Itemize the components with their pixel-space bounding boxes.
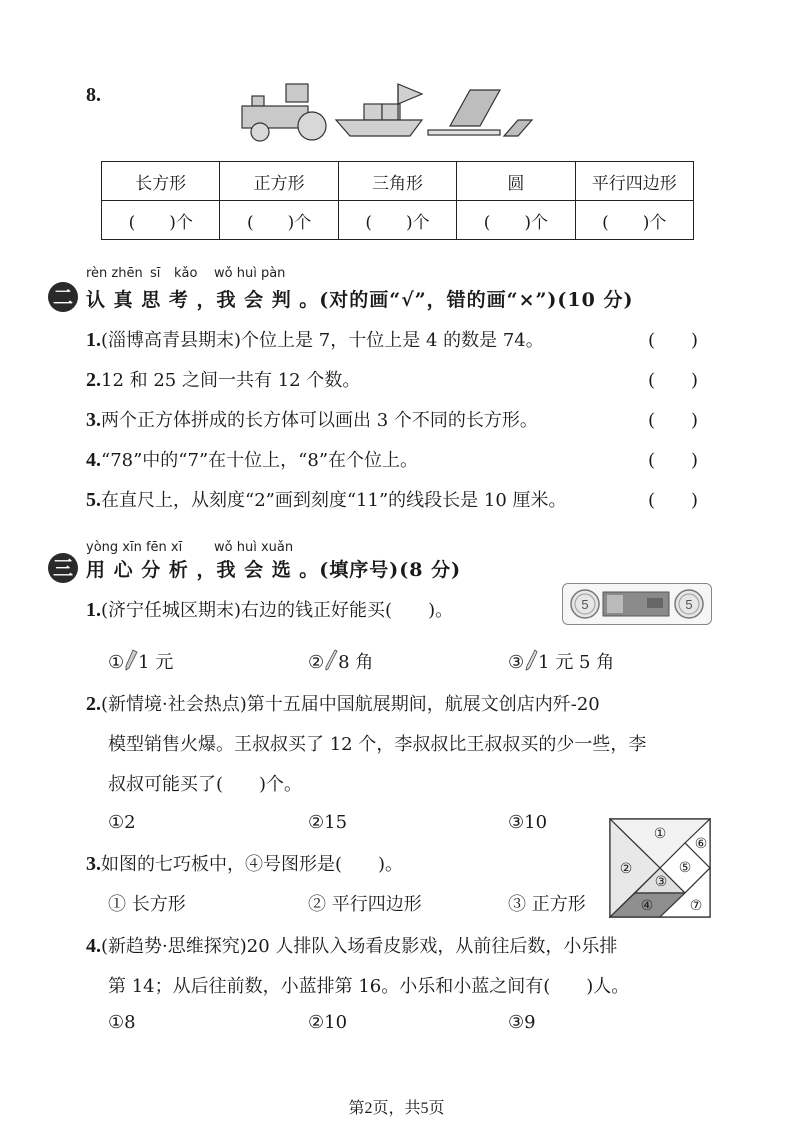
section2-title: 认 真 思 考 ，我 会 判 。(对的画“√”，错的画“×”)(10 分)	[86, 289, 634, 311]
tangram-diagram	[609, 818, 711, 918]
pen-icon	[524, 649, 538, 671]
s3-q1	[86, 596, 453, 622]
s2-answer-paren-2[interactable]: ( )	[648, 370, 699, 391]
item-text: 两个正方体拼成的长方体可以画出 3 个不同的长方形。	[101, 410, 538, 431]
pencil-icon	[124, 649, 138, 671]
answer-cell-rectangle[interactable]: ( )个	[102, 201, 220, 240]
item-text: (新趋势·思维探究)20 人排队入场看皮影戏，从前往后数，小乐排	[101, 936, 618, 957]
s3-q1-option-3[interactable]	[508, 648, 614, 674]
page-footer: 第2页，共5页	[348, 1100, 445, 1117]
s2-item-5	[86, 486, 567, 512]
option-text: 8 角	[338, 652, 374, 673]
item-text: (济宁任城区期末)右边的钱正好能买( )。	[101, 600, 454, 621]
section2-pinyin-3: kǎo	[174, 266, 198, 281]
answer-cell-circle[interactable]: ( )个	[457, 201, 575, 240]
item-number: 1.	[86, 599, 101, 621]
option-text: 1 元	[138, 652, 174, 673]
item-text: 如图的七巧板中，④号图形是( )。	[101, 854, 404, 875]
section3-title: 用 心 分 析 ，我 会 选 。(填序号)(8 分)	[86, 559, 462, 581]
item-text: (新情境·社会热点)第十五届中国航展期间，航展文创店内歼-20	[101, 694, 600, 715]
coin-value-right: 5	[685, 597, 693, 612]
tangram-label-6: ⑥	[694, 836, 708, 852]
s2-answer-paren-1[interactable]: ( )	[648, 330, 699, 351]
s3-q1-option-2[interactable]	[308, 648, 373, 674]
s3-q4-line-2: 第 14；从后往前数，小蓝排第 16。小乐和小蓝之间有( )人。	[108, 976, 630, 997]
header-circle: 圆	[457, 162, 575, 201]
s3-q2-line-3: 叔叔可能买了( )个。	[108, 774, 303, 795]
s3-q2-option-1[interactable]: ①2	[108, 812, 136, 833]
item-number: 2.	[86, 693, 101, 715]
item-number: 5.	[86, 489, 101, 511]
item-number: 2.	[86, 369, 101, 391]
section2-pinyin-4: wǒ huì pàn	[214, 266, 286, 281]
s3-q2-option-2[interactable]: ②15	[308, 812, 348, 833]
option-marker: ③	[508, 652, 525, 673]
shape-figures-illustration	[238, 82, 538, 142]
parallelogram-figures	[428, 90, 532, 136]
train-figure	[242, 84, 326, 141]
header-square: 正方形	[220, 162, 338, 201]
boat-figure	[336, 84, 422, 136]
s2-answer-paren-5[interactable]: ( )	[648, 490, 699, 511]
section3-pinyin-2: wǒ huì xuǎn	[214, 540, 294, 555]
s2-item-4	[86, 446, 418, 472]
s3-q3	[86, 850, 403, 876]
section3-pinyin-1: yòng xīn fēn xī	[86, 540, 183, 555]
s3-q4-option-3[interactable]: ③9	[508, 1012, 536, 1033]
tangram-label-7: ⑦	[689, 898, 703, 914]
option-text: 1 元 5 角	[538, 652, 615, 673]
option-marker: ②	[308, 652, 325, 673]
s2-answer-paren-3[interactable]: ( )	[648, 410, 699, 431]
money-illustration	[562, 583, 712, 625]
s3-q3-option-3[interactable]: ③ 正方形	[508, 894, 586, 915]
answer-cell-parallelogram[interactable]: ( )个	[575, 201, 693, 240]
pencil-icon	[324, 649, 338, 671]
s3-q2-option-3[interactable]: ③10	[508, 812, 548, 833]
s3-q1-option-1[interactable]	[108, 648, 173, 674]
tangram-label-2: ②	[619, 861, 633, 877]
option-marker: ①	[108, 652, 125, 673]
coin-value-left: 5	[581, 597, 589, 612]
item-number: 3.	[86, 409, 101, 431]
header-rectangle: 长方形	[102, 162, 220, 201]
item-text: “78”中的“7”在十位上，“8”在个位上。	[101, 450, 419, 471]
s2-item-1	[86, 326, 544, 352]
tangram-label-4: ④	[640, 898, 654, 914]
item-text: (淄博高青县期末)个位上是 7，十位上是 4 的数是 74。	[101, 330, 544, 351]
answer-cell-square[interactable]: ( )个	[220, 201, 338, 240]
section3-badge: 三	[48, 553, 78, 583]
s3-q4-option-1[interactable]: ①8	[108, 1012, 136, 1033]
shape-count-table	[101, 161, 694, 240]
s3-q4-option-2[interactable]: ②10	[308, 1012, 348, 1033]
tangram-label-5: ⑤	[678, 860, 692, 876]
s2-item-2	[86, 366, 360, 392]
banknote-icon	[603, 592, 669, 616]
header-triangle: 三角形	[338, 162, 456, 201]
item-number: 1.	[86, 329, 101, 351]
section2-pinyin-2: sī	[150, 266, 161, 281]
s3-q2-line-2: 模型销售火爆。王叔叔买了 12 个，李叔叔比王叔叔买的少一些，李	[108, 734, 647, 755]
answer-cell-triangle[interactable]: ( )个	[338, 201, 456, 240]
item-number: 3.	[86, 853, 101, 875]
s2-item-3	[86, 406, 538, 432]
item-text: 12 和 25 之间一共有 12 个数。	[101, 370, 361, 391]
item-number: 4.	[86, 935, 101, 957]
s3-q4-line-1	[86, 932, 617, 958]
tangram-label-1: ①	[653, 826, 667, 842]
header-parallelogram: 平行四边形	[575, 162, 693, 201]
question-number-8: 8.	[86, 84, 101, 106]
item-text: 在直尺上，从刻度“2”画到刻度“11”的线段长是 10 厘米。	[101, 490, 567, 511]
item-number: 4.	[86, 449, 101, 471]
s2-answer-paren-4[interactable]: ( )	[648, 450, 699, 471]
section2-pinyin-1: rèn zhēn	[86, 266, 143, 281]
s3-q3-option-2[interactable]: ② 平行四边形	[308, 894, 422, 915]
s3-q2-line-1	[86, 690, 600, 716]
section2-badge: 二	[48, 282, 78, 312]
tangram-label-3: ③	[654, 874, 668, 890]
s3-q3-option-1[interactable]: ① 长方形	[108, 894, 186, 915]
